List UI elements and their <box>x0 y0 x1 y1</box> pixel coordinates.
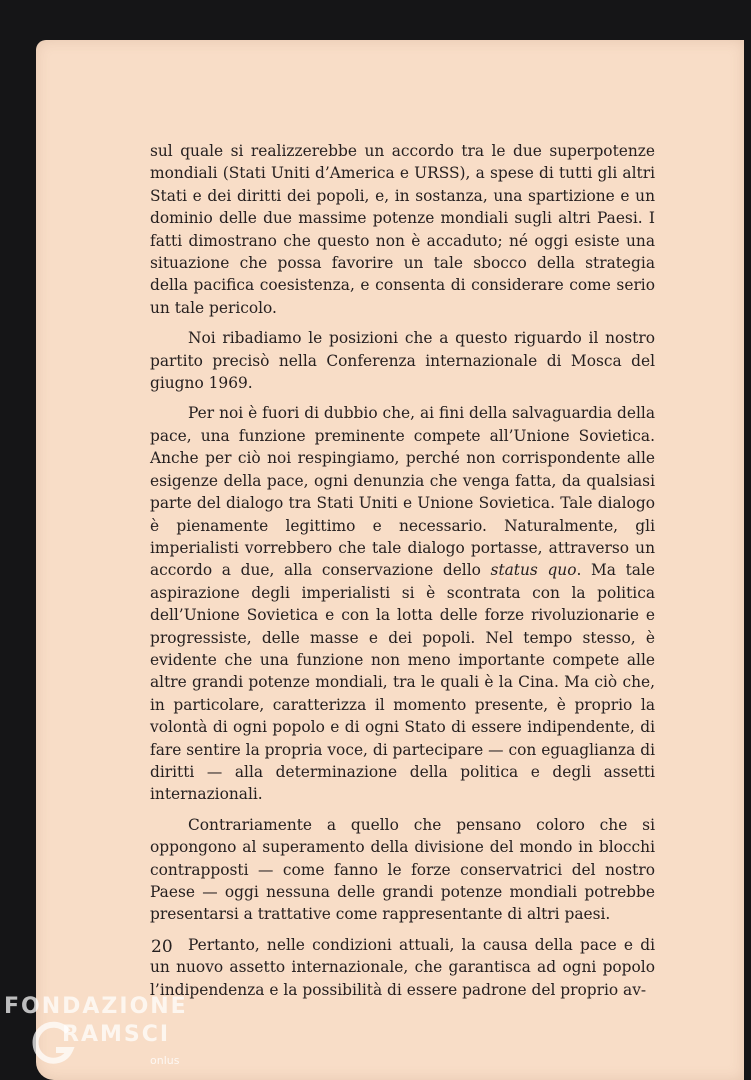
paragraph-2: Noi ribadiamo le posizioni che a questo riguardo il nostro partito precisò nella Conferenza internazionale di Mosca del giugno 1969. <box>150 329 655 393</box>
watermark-line-2: RAMSCI <box>62 1022 171 1047</box>
page-body <box>150 140 655 1001</box>
paragraph-3-part-1: Per noi è fuori di dubbio che, ai fini della salvaguardia della pace, una funzione preminente compete all’Unione Sovietica. Anche per ciò noi respingiamo, perché non corrispondente alle esigenze della pace, ogni denunzia che venga fatta, da qualsiasi parte del dialogo tra Stati Uniti e Unione Sovietica. Tale dialogo è pienamente legittimo e necessario. Naturalmente, gli imperialisti vorrebbero che tale dialogo portasse, attraverso un accordo a due, alla conservazione dello <box>150 404 655 580</box>
paragraph-4: Contrariamente a quello che pensano coloro che si oppongono al superamento della divisione del mondo in blocchi contrapposti — come fanno le forze conservatrici del nostro Paese — oggi nessuna delle grandi potenze mondiali potrebbe presentarsi a trattative come rappresentante di altri paesi. <box>150 815 655 924</box>
status-quo-italic: status quo <box>490 561 577 580</box>
paragraph-3-part-2: . Ma tale aspirazione degli imperialisti si è scontrata con la politica dell’Unione Sovietica e con la lotta delle forze rivoluzionarie e progressiste, delle masse e dei popoli. Nel tempo stesso, è evidente che una funzione non meno importante compete alle altre grandi potenze mondiali, tra le quali è la Cina. Ma ciò che, in particolare, caratterizza il momento presente, è proprio la volontà di ogni popolo e di ogni Stato di essere indipendente, di fare sentire la propria voce, di partecipare — con eguaglianza di diritti — alla determinazione della politica e degli assetti internazionali. <box>150 561 655 804</box>
paragraph-1: sul quale si realizzerebbe un accordo tra le due superpotenze mondiali (Stati Uniti d’America e URSS), a spese di tutti gli altri Stati e dei diritti dei popoli, e, in sostanza, una spartizione e un dominio delle due massime potenze mondiali sugli altri Paesi. I fatti dimostrano che questo non è accaduto; né oggi esiste una situazione che possa favorire un tale sbocco della strategia della pacifica coesistenza, e consenta di considerare come serio un tale pericolo. <box>150 142 655 317</box>
watermark-line-1: FONDAZIONE <box>4 994 188 1019</box>
fondazione-gramsci-watermark <box>0 994 230 1080</box>
watermark-onlus: onlus <box>150 1054 180 1067</box>
paragraph-3 <box>150 402 655 805</box>
page-number: 20 <box>151 937 173 957</box>
paragraph-5: Pertanto, nelle condizioni attuali, la causa della pace e di un nuovo assetto internazionale, che garantisca ad ogni popolo l’indipendenza e la possibilità di essere padrone del proprio av- <box>150 935 655 999</box>
